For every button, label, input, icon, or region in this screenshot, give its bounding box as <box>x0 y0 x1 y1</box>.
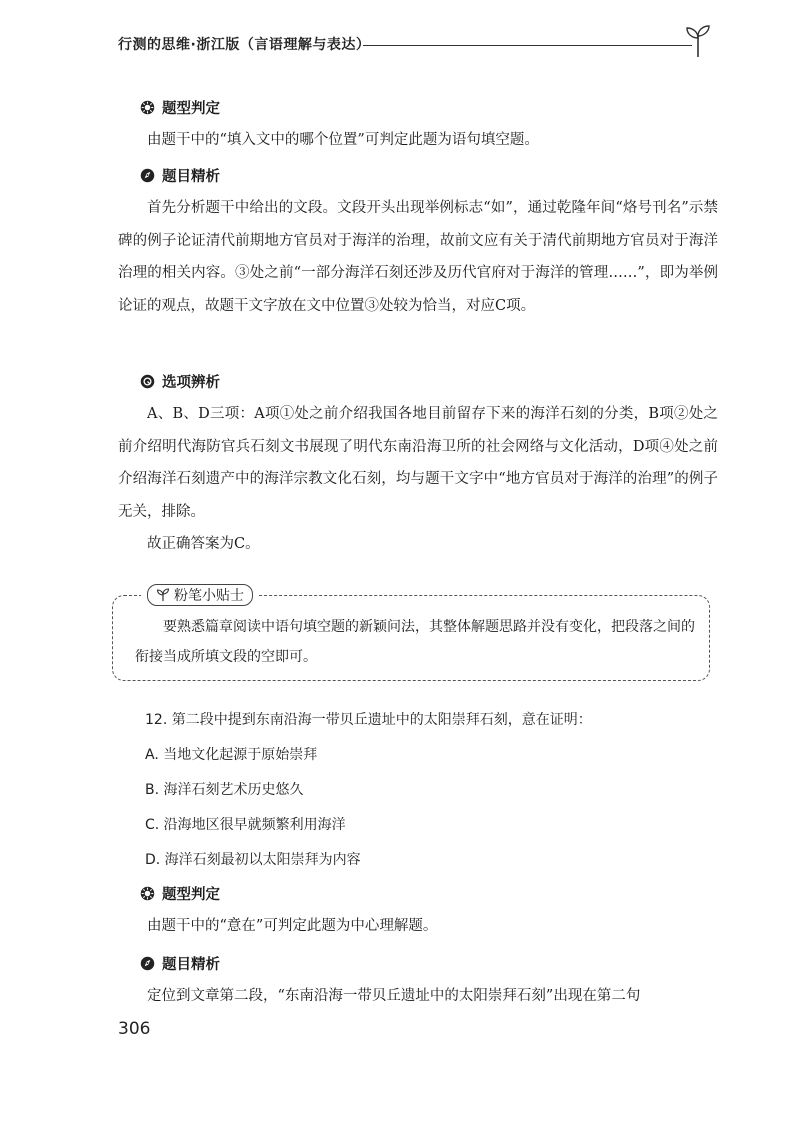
option-c: C. 沿海地区很早就频繁利用海洋 <box>145 817 346 833</box>
tip-text: 要熟悉篇章阅读中语句填空题的新颖问法，其整体解题思路并没有变化，把段落之间的衔接当成所填文段的空即可。 <box>135 619 695 665</box>
analysis-heading-label-2: 题目精析 <box>162 956 220 973</box>
analysis-section-1 <box>118 164 718 322</box>
analysis-heading-label: 题目精析 <box>162 168 220 185</box>
page-number: 306 <box>118 1019 151 1039</box>
analysis-text-2: 定位到文章第二段，“东南沿海一带贝丘遗址中的太阳崇拜石刻”出现在第二句 <box>147 988 641 1004</box>
tip-box <box>112 588 710 681</box>
sprout-icon <box>684 24 712 58</box>
type-heading-2 <box>118 882 718 904</box>
sprout-icon <box>156 588 170 602</box>
header-title: 行测的思维·浙江版（言语理解与表达） <box>118 37 371 53</box>
sun-gear-icon <box>140 886 155 901</box>
type-heading-label-2: 题型判定 <box>162 886 220 903</box>
type-heading <box>118 96 718 118</box>
header-rule <box>363 45 692 46</box>
analysis-heading-2 <box>118 952 718 974</box>
option-b: B. 海洋石刻艺术历史悠久 <box>145 782 304 798</box>
compass-icon <box>140 956 155 971</box>
type-section-2 <box>118 882 718 943</box>
analysis-heading <box>118 164 718 186</box>
circle-badge-icon <box>140 374 155 389</box>
type-heading-label: 题型判定 <box>162 100 220 117</box>
tip-label <box>141 584 259 606</box>
options-section-1 <box>118 370 718 561</box>
question-stem: 12. 第二段中提到东南沿海一带贝丘遗址中的太阳崇拜石刻，意在证明： <box>145 712 592 728</box>
options-heading-label: 选项辨析 <box>162 374 220 391</box>
page-header <box>118 28 718 58</box>
options-text: A、B、D三项：A项①处之前介绍我国各地目前留存下来的海洋石刻的分类，B项②处之前介绍明代海防官兵石刻文书展现了明代东南沿海卫所的社会网络与文化活动，D项④处之前介绍海洋石刻遗产中的海洋宗教文化石刻，均与题干文字中“地方官员对于海洋的治理”的例子无关，排除。 <box>118 406 718 520</box>
compass-icon <box>140 168 155 183</box>
sun-gear-icon <box>140 100 155 115</box>
answer-text: 故正确答案为C。 <box>147 536 260 552</box>
options-heading <box>118 370 718 392</box>
question-12 <box>145 703 725 878</box>
option-a: A. 当地文化起源于原始崇拜 <box>145 747 318 763</box>
type-text: 由题干中的“填入文中的哪个位置”可判定此题为语句填空题。 <box>147 132 539 148</box>
type-section-1 <box>118 96 718 157</box>
analysis-section-2 <box>118 952 718 1013</box>
type-text-2: 由题干中的“意在”可判定此题为中心理解题。 <box>147 918 438 934</box>
tip-label-text: 粉笔小贴士 <box>174 588 244 604</box>
analysis-text: 首先分析题干中给出的文段。文段开头出现举例标志“如”，通过乾隆年间“烙号刊名”示禁碑的例子论证清代前期地方官员对于海洋的治理，故前文应有关于清代前期地方官员对于海洋治理的相关内容。③处之前“一部分海洋石刻还涉及历代官府对于海洋的管理……”，即为举例论证的观点，故题干文字放在文中位置③处较为恰当，对应C项。 <box>118 200 718 314</box>
option-d: D. 海洋石刻最初以太阳崇拜为内容 <box>145 852 361 868</box>
